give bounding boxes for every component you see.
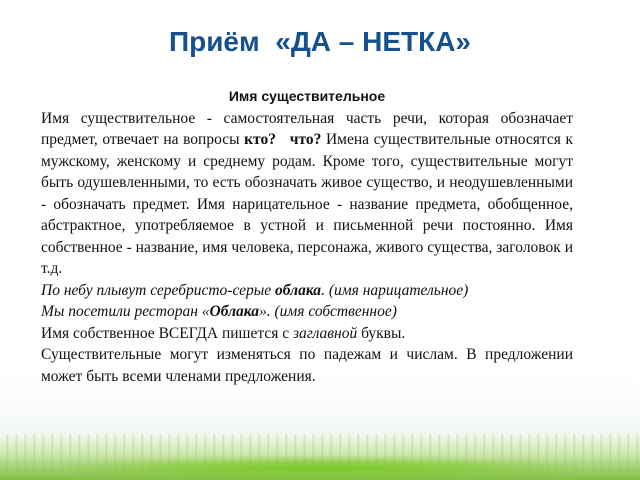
example-common-noun [41, 280, 573, 302]
example1-after: . (имя нарицательное) [321, 281, 469, 299]
rule-after: буквы. [357, 324, 406, 342]
example1-before: По небу плывут серебристо-серые [41, 281, 276, 299]
definition-part2: Имена существительные относятся к мужскому, женскому и среднему родам. Кроме того, существительные могут быть одушевленными, то есть обозначать живое существо, и неодушевленными - обозначать предмет. Имя нарицательное - название предмета, обобщенное, абстрактное, употребляемое в устной и письменной речи постоянно. Имя собственное - название, имя человека, персонажа, живого существа, заголовок и т.д. [41, 131, 573, 277]
example2-after: ». (имя собственное) [259, 303, 397, 320]
example-proper-noun [41, 301, 573, 323]
rule-italic: заглавной [292, 324, 358, 342]
rule-before: Имя собственное ВСЕГДА пишется с [41, 324, 293, 342]
example2-bold: Облака [209, 303, 259, 320]
question-who: кто? [244, 131, 276, 148]
definition-paragraph [41, 108, 573, 280]
definition-part1: Имя существительное - самостоятельная часть речи, которая обозначает предмет, отвечает на вопросы [41, 109, 573, 148]
capital-letter-rule [41, 323, 573, 345]
decorative-green-glow [60, 456, 580, 480]
question-gap [276, 131, 290, 148]
subheading: Имя существительное [228, 88, 386, 104]
closing-paragraph: Существительные могут изменяться по падежам и числам. В предложении может быть всеми членами предложения. [41, 346, 573, 385]
slide-content [41, 86, 573, 387]
example1-bold: облака [275, 281, 322, 299]
slide-title: Приём «ДА – НЕТКА» [168, 26, 472, 57]
question-what: что? [289, 131, 322, 148]
example2-before: Мы посетили ресторан « [41, 303, 210, 320]
